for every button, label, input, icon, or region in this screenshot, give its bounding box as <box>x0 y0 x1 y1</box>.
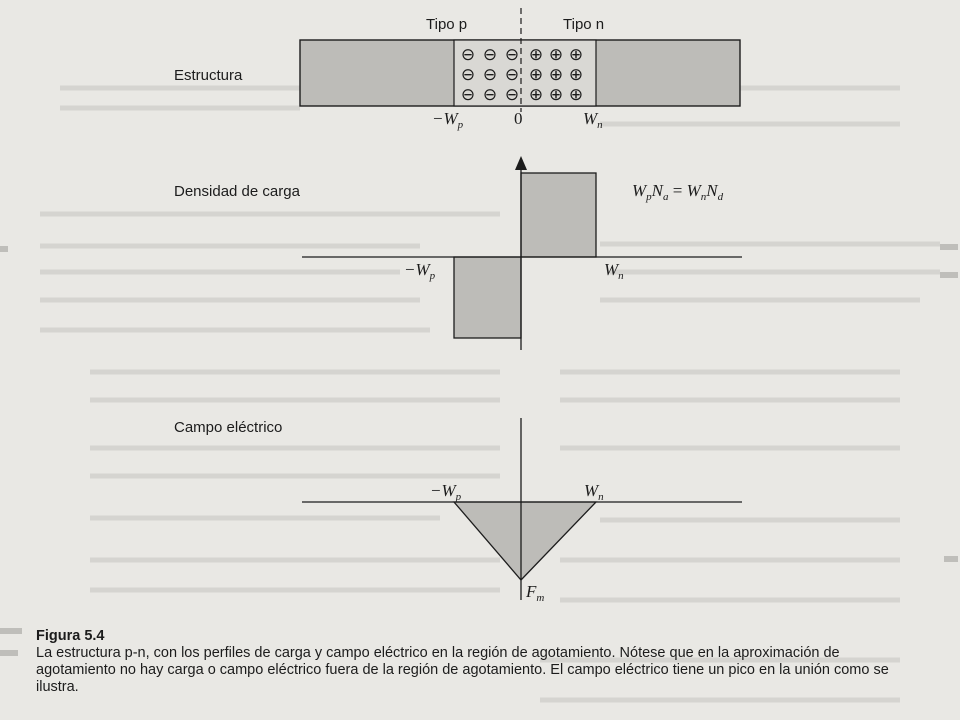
field-peak-label: $F_m$ <box>526 582 545 604</box>
structure-minus-wp-label: $-W_p$ <box>432 109 464 131</box>
structure-wn-label: $W_n$ <box>583 109 603 131</box>
negative-charge-symbol: ⊖ <box>460 45 476 65</box>
negative-charge-symbol: ⊖ <box>482 85 498 105</box>
positive-charges <box>529 45 583 105</box>
positive-charge-symbol: ⊕ <box>528 85 544 105</box>
positive-charge-symbol: ⊕ <box>568 85 584 105</box>
negative-charge-symbol: ⊖ <box>504 45 520 65</box>
charge-neutrality-equation: $W_pN_a = W_nN_d$ <box>632 181 724 203</box>
density-wn-label: $W_n$ <box>604 260 624 282</box>
positive-charge-symbol: ⊕ <box>528 65 544 85</box>
negative-charge-symbol: ⊖ <box>504 85 520 105</box>
field-minus-wp-label: $-W_p$ <box>430 481 462 503</box>
field-triangle <box>454 502 596 580</box>
caption-text: La estructura p-n, con los perfiles de carga y campo eléctrico en la región de agotamiento. Nótese que en la aproximación de agotamiento no hay carga o campo eléctrico fuera de la región de agotamiento. El campo eléctrico tiene un pico en la unión como se ilustra. <box>36 645 889 695</box>
structure-diagram <box>174 8 740 131</box>
figure-caption <box>36 628 916 696</box>
density-y-arrow <box>515 156 527 170</box>
positive-charge-symbol: ⊕ <box>548 85 564 105</box>
structure-zero-label: 0 <box>514 109 523 128</box>
negative-charge-symbol: ⊖ <box>460 85 476 105</box>
negative-charge-symbol: ⊖ <box>482 45 498 65</box>
negative-charge-symbol: ⊖ <box>482 65 498 85</box>
positive-charge-symbol: ⊕ <box>568 45 584 65</box>
density-minus-wp-label: $-W_p$ <box>404 260 436 282</box>
bleed-through-background <box>40 88 940 700</box>
negative-charges <box>461 45 519 105</box>
caption-title: Figura 5.4 <box>36 628 105 644</box>
positive-charge-block <box>521 173 596 257</box>
positive-charge-symbol: ⊕ <box>528 45 544 65</box>
charge-density-plot <box>174 156 742 350</box>
density-label: Densidad de carga <box>174 183 300 200</box>
negative-charge-symbol: ⊖ <box>504 65 520 85</box>
n-type-label: Tipo n <box>563 16 605 33</box>
structure-label: Estructura <box>174 67 243 84</box>
field-label: Campo eléctrico <box>174 419 283 436</box>
positive-charge-symbol: ⊕ <box>548 65 564 85</box>
p-type-label: Tipo p <box>426 16 468 33</box>
negative-charge-symbol: ⊖ <box>460 65 476 85</box>
positive-charge-symbol: ⊕ <box>548 45 564 65</box>
negative-charge-block <box>454 257 521 338</box>
field-wn-label: $W_n$ <box>584 481 604 503</box>
positive-charge-symbol: ⊕ <box>568 65 584 85</box>
